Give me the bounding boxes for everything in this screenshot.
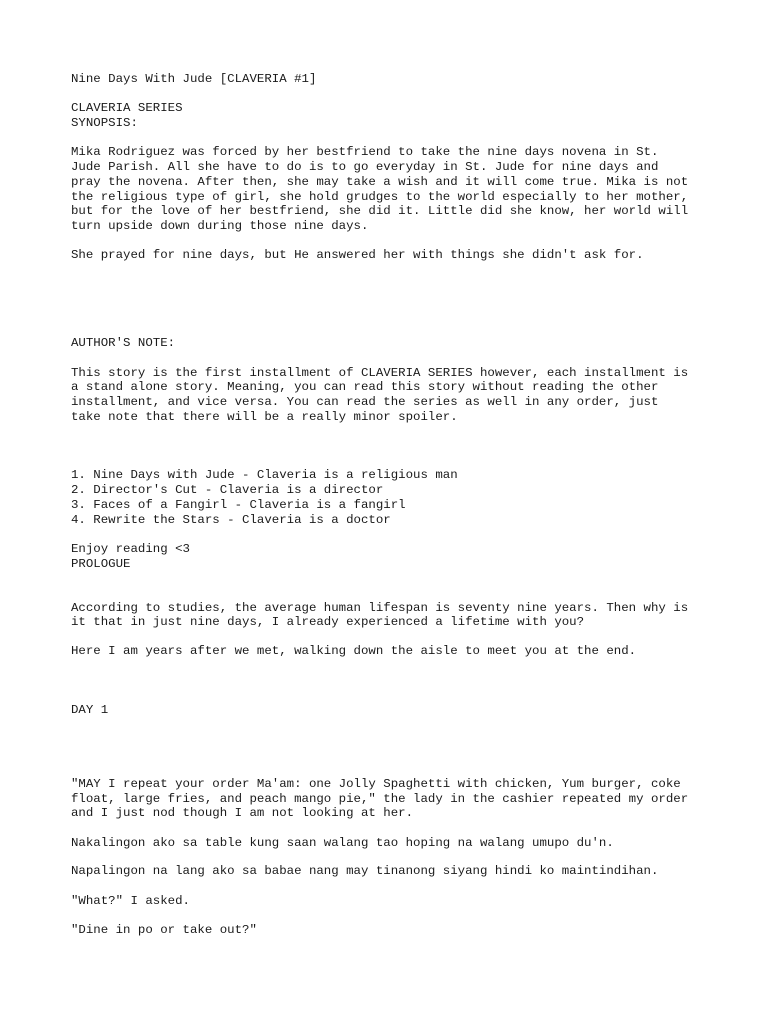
synopsis-line: Mika Rodriguez was forced by her bestfriend to take the nine days novena in St. [71, 145, 659, 159]
author-note-line: a stand alone story. Meaning, you can read this story without reading the other [71, 380, 659, 394]
author-note-line: installment, and vice versa. You can read the series as well in any order, just [71, 395, 659, 409]
day1-order-line: and I just nod though I am not looking at her. [71, 806, 414, 820]
synopsis-tagline: She prayed for nine days, but He answered her with things she didn't ask for. [71, 248, 644, 262]
synopsis-line: the religious type of girl, she hold grudges to the world especially to her mother, [71, 190, 689, 204]
series-label: CLAVERIA SERIES [71, 101, 183, 115]
author-note-line: take note that there will be a really minor spoiler. [71, 410, 458, 424]
prologue-heading: PROLOGUE [71, 557, 131, 571]
day-heading: DAY 1 [71, 703, 109, 717]
synopsis-heading: SYNOPSIS: [71, 116, 138, 130]
synopsis-line: but for the love of her bestfriend, she did it. Little did she know, her world will [71, 204, 689, 218]
author-note-line: This story is the first installment of CLAVERIA SERIES however, each installment is [71, 366, 689, 380]
synopsis-line: pray the novena. After then, she may take a wish and it will come true. Mika is not [71, 175, 689, 189]
prologue-line: it that in just nine days, I already experienced a lifetime with you? [71, 615, 585, 629]
synopsis-line: turn upside down during those nine days. [71, 219, 369, 233]
day1-order-line: "MAY I repeat your order Ma'am: one Jolly Spaghetti with chicken, Yum burger, coke [71, 777, 681, 791]
synopsis-line: Jude Parish. All she have to do is to go everyday in St. Jude for nine days and [71, 160, 659, 174]
prologue-line: According to studies, the average human lifespan is seventy nine years. Then why is [71, 601, 689, 615]
series-list-item: 3. Faces of a Fangirl - Claveria is a fangirl [71, 498, 406, 512]
document-title: Nine Days With Jude [CLAVERIA #1] [71, 72, 317, 86]
series-list-item: 1. Nine Days with Jude - Claveria is a religious man [71, 468, 458, 482]
day1-paragraph: Nakalingon ako sa table kung saan walang tao hoping na walang umupo du'n. [71, 836, 614, 850]
prologue-closing: Here I am years after we met, walking down the aisle to meet you at the end. [71, 644, 637, 658]
day1-paragraph: "What?" I asked. [71, 894, 190, 908]
day1-paragraph: Napalingon na lang ako sa babae nang may tinanong siyang hindi ko maintindihan. [71, 864, 659, 878]
series-list-item: 2. Director's Cut - Claveria is a director [71, 483, 384, 497]
day1-order-line: float, large fries, and peach mango pie," the lady in the cashier repeated my order [71, 792, 689, 806]
series-list-item: 4. Rewrite the Stars - Claveria is a doctor [71, 513, 391, 527]
enjoy-line: Enjoy reading <3 [71, 542, 190, 556]
author-note-heading: AUTHOR'S NOTE: [71, 336, 176, 350]
day1-paragraph: "Dine in po or take out?" [71, 923, 257, 937]
